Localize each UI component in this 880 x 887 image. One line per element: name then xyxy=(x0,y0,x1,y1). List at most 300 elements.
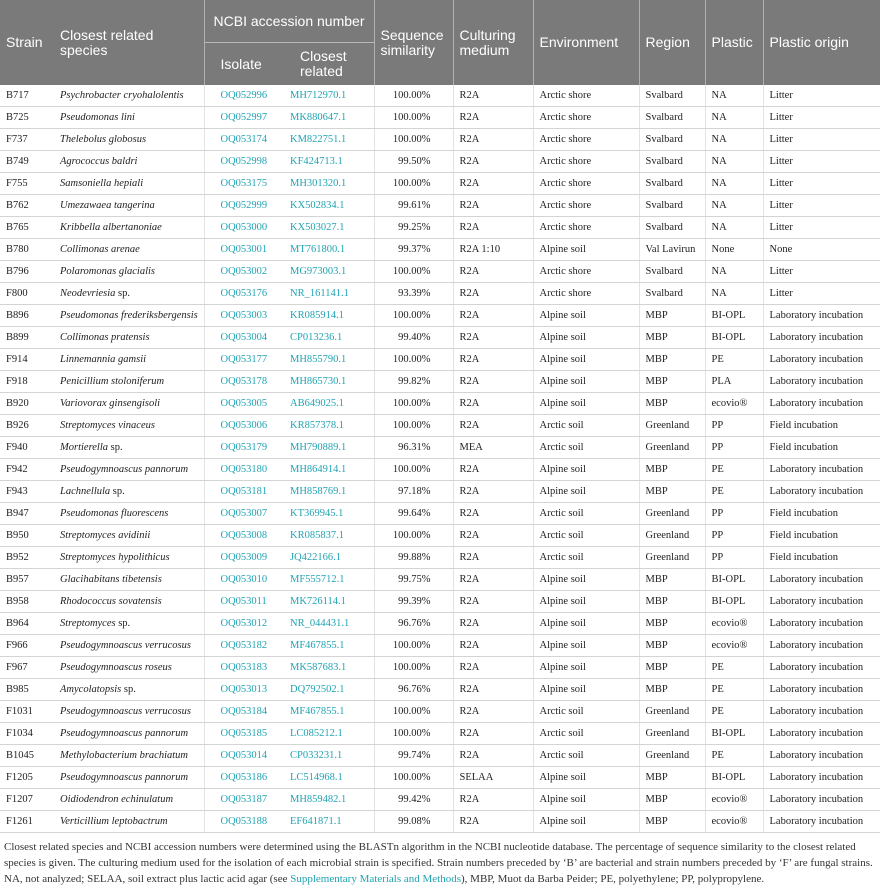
cell-strain: B899 xyxy=(0,327,54,349)
cell-region: Greenland xyxy=(639,723,705,745)
cell-origin: Laboratory incubation xyxy=(763,635,880,657)
cell-region: Svalbard xyxy=(639,85,705,107)
cell-strain: B947 xyxy=(0,503,54,525)
cell-plastic: PP xyxy=(705,547,763,569)
cell-isolate-accession[interactable]: OQ053183 xyxy=(204,657,284,679)
cell-region: MBP xyxy=(639,481,705,503)
cell-origin: Laboratory incubation xyxy=(763,371,880,393)
table-row xyxy=(0,503,880,525)
cell-strain: B762 xyxy=(0,195,54,217)
cell-medium: R2A xyxy=(453,569,533,591)
table-row xyxy=(0,613,880,635)
cell-closest-accession[interactable]: MK726114.1 xyxy=(284,591,374,613)
cell-environment: Arctic shore xyxy=(533,261,639,283)
cell-origin: Field incubation xyxy=(763,415,880,437)
cell-plastic: PE xyxy=(705,481,763,503)
cell-isolate-accession[interactable]: OQ052997 xyxy=(204,107,284,129)
table-row xyxy=(0,283,880,305)
cell-closest-accession[interactable]: MH712970.1 xyxy=(284,85,374,107)
cell-species xyxy=(54,151,204,173)
cell-environment: Alpine soil xyxy=(533,789,639,811)
cell-strain: B964 xyxy=(0,613,54,635)
cell-origin: Field incubation xyxy=(763,503,880,525)
cell-environment: Arctic shore xyxy=(533,151,639,173)
cell-origin: Laboratory incubation xyxy=(763,657,880,679)
cell-environment: Arctic soil xyxy=(533,437,639,459)
cell-isolate-accession[interactable]: OQ053014 xyxy=(204,745,284,767)
cell-medium: R2A xyxy=(453,151,533,173)
cell-strain: F966 xyxy=(0,635,54,657)
cell-species xyxy=(54,261,204,283)
cell-isolate-accession[interactable]: OQ053007 xyxy=(204,503,284,525)
cell-medium: R2A xyxy=(453,679,533,701)
cell-environment: Alpine soil xyxy=(533,393,639,415)
cell-isolate-accession[interactable]: OQ053175 xyxy=(204,173,284,195)
cell-medium: R2A xyxy=(453,657,533,679)
cell-region: MBP xyxy=(639,459,705,481)
cell-isolate-accession[interactable]: OQ053187 xyxy=(204,789,284,811)
cell-isolate-accession[interactable]: OQ053180 xyxy=(204,459,284,481)
cell-plastic: PP xyxy=(705,415,763,437)
cell-strain: F940 xyxy=(0,437,54,459)
cell-isolate-accession[interactable]: OQ053001 xyxy=(204,239,284,261)
cell-strain: B950 xyxy=(0,525,54,547)
cell-environment: Arctic soil xyxy=(533,503,639,525)
cell-plastic: PE xyxy=(705,745,763,767)
cell-medium: R2A xyxy=(453,217,533,239)
cell-region: Greenland xyxy=(639,525,705,547)
cell-origin: Laboratory incubation xyxy=(763,811,880,833)
cell-isolate-accession[interactable]: OQ053011 xyxy=(204,591,284,613)
cell-strain: B749 xyxy=(0,151,54,173)
caption-text-2: ), MBP, Muot da Barba Peider; PE, polyethylene; PP, polypropylene. xyxy=(461,873,765,885)
cell-origin: Litter xyxy=(763,195,880,217)
table-row xyxy=(0,459,880,481)
table-row xyxy=(0,635,880,657)
cell-plastic: PE xyxy=(705,701,763,723)
cell-region: Greenland xyxy=(639,437,705,459)
table-row xyxy=(0,261,880,283)
cell-isolate-accession[interactable]: OQ053179 xyxy=(204,437,284,459)
caption-text-1: Closest related species and NCBI accession numbers were determined using the BLASTn algorithm in the NCBI nucleotide database. The percentage of sequence similarity to the closest related species is given. The culturing medium used for the isolation of each microbial strain is specified. Strain numbers preceded by ‘B’ are bacterial and strain numbers preceded by ‘F’ are fungal strains. NA, not analyzed; SELAA, soil extract plus lactic acid agar (see xyxy=(4,841,873,885)
cell-similarity: 100.00% xyxy=(374,129,453,151)
cell-strain: F918 xyxy=(0,371,54,393)
cell-plastic: PE xyxy=(705,349,763,371)
cell-medium: R2A xyxy=(453,415,533,437)
cell-closest-accession[interactable]: KT369945.1 xyxy=(284,503,374,525)
cell-strain: F943 xyxy=(0,481,54,503)
cell-environment: Alpine soil xyxy=(533,635,639,657)
cell-species xyxy=(54,701,204,723)
cell-species xyxy=(54,217,204,239)
cell-closest-accession[interactable]: KM822751.1 xyxy=(284,129,374,151)
cell-plastic: NA xyxy=(705,151,763,173)
cell-closest-accession[interactable]: MG973003.1 xyxy=(284,261,374,283)
cell-similarity: 100.00% xyxy=(374,723,453,745)
cell-closest-accession[interactable]: LC514968.1 xyxy=(284,767,374,789)
cell-origin: Laboratory incubation xyxy=(763,481,880,503)
cell-closest-accession[interactable]: MT761800.1 xyxy=(284,239,374,261)
cell-species xyxy=(54,481,204,503)
cell-medium: R2A xyxy=(453,459,533,481)
cell-closest-accession[interactable]: KF424713.1 xyxy=(284,151,374,173)
cell-environment: Alpine soil xyxy=(533,613,639,635)
cell-closest-accession[interactable]: KR085837.1 xyxy=(284,525,374,547)
cell-plastic: BI-OPL xyxy=(705,767,763,789)
cell-environment: Alpine soil xyxy=(533,327,639,349)
cell-closest-accession[interactable]: KR857378.1 xyxy=(284,415,374,437)
cell-medium: R2A xyxy=(453,547,533,569)
cell-similarity: 96.76% xyxy=(374,613,453,635)
cell-region: MBP xyxy=(639,393,705,415)
species-name: Samsoniella hepiali xyxy=(60,178,144,189)
header-medium: Culturing medium xyxy=(453,0,533,85)
cell-closest-accession[interactable]: NR_161141.1 xyxy=(284,283,374,305)
table-row xyxy=(0,305,880,327)
cell-similarity: 100.00% xyxy=(374,261,453,283)
cell-species xyxy=(54,635,204,657)
cell-isolate-accession[interactable]: OQ052998 xyxy=(204,151,284,173)
supplementary-link[interactable]: Supplementary Materials and Methods xyxy=(290,873,461,885)
species-sp-suffix: sp. xyxy=(121,684,136,695)
cell-similarity: 97.18% xyxy=(374,481,453,503)
cell-plastic: BI-OPL xyxy=(705,591,763,613)
cell-isolate-accession[interactable]: OQ053185 xyxy=(204,723,284,745)
cell-environment: Alpine soil xyxy=(533,305,639,327)
species-name: Polaromonas glacialis xyxy=(60,266,155,277)
cell-closest-accession[interactable]: MH790889.1 xyxy=(284,437,374,459)
cell-environment: Alpine soil xyxy=(533,811,639,833)
cell-isolate-accession[interactable]: OQ053184 xyxy=(204,701,284,723)
cell-similarity: 99.37% xyxy=(374,239,453,261)
cell-region: Svalbard xyxy=(639,195,705,217)
cell-closest-accession[interactable]: MF467855.1 xyxy=(284,701,374,723)
cell-closest-accession[interactable]: KR085914.1 xyxy=(284,305,374,327)
species-name: Verticillium leptobactrum xyxy=(60,816,168,827)
cell-isolate-accession[interactable]: OQ052996 xyxy=(204,85,284,107)
cell-origin: None xyxy=(763,239,880,261)
cell-isolate-accession[interactable]: OQ053005 xyxy=(204,393,284,415)
cell-isolate-accession[interactable]: OQ053181 xyxy=(204,481,284,503)
cell-similarity: 100.00% xyxy=(374,459,453,481)
cell-isolate-accession[interactable]: OQ053002 xyxy=(204,261,284,283)
table-row xyxy=(0,789,880,811)
table-row xyxy=(0,723,880,745)
cell-closest-accession[interactable]: MH855790.1 xyxy=(284,349,374,371)
table-row xyxy=(0,393,880,415)
cell-medium: R2A xyxy=(453,261,533,283)
species-name: Pseudomonas lini xyxy=(60,112,135,123)
table-row xyxy=(0,239,880,261)
cell-origin: Laboratory incubation xyxy=(763,569,880,591)
cell-closest-accession[interactable]: MH858769.1 xyxy=(284,481,374,503)
cell-medium: R2A xyxy=(453,283,533,305)
cell-plastic: NA xyxy=(705,107,763,129)
cell-isolate-accession[interactable]: OQ052999 xyxy=(204,195,284,217)
table-row xyxy=(0,437,880,459)
cell-closest-accession[interactable]: KX503027.1 xyxy=(284,217,374,239)
cell-isolate-accession[interactable]: OQ053178 xyxy=(204,371,284,393)
cell-similarity: 100.00% xyxy=(374,657,453,679)
cell-region: Svalbard xyxy=(639,217,705,239)
cell-isolate-accession[interactable]: OQ053008 xyxy=(204,525,284,547)
cell-closest-accession[interactable]: MF555712.1 xyxy=(284,569,374,591)
cell-region: Svalbard xyxy=(639,261,705,283)
cell-isolate-accession[interactable]: OQ053004 xyxy=(204,327,284,349)
cell-origin: Field incubation xyxy=(763,437,880,459)
cell-similarity: 99.61% xyxy=(374,195,453,217)
cell-isolate-accession[interactable]: OQ053182 xyxy=(204,635,284,657)
cell-region: Svalbard xyxy=(639,283,705,305)
header-strain: Strain xyxy=(0,0,54,85)
cell-environment: Alpine soil xyxy=(533,371,639,393)
cell-similarity: 96.31% xyxy=(374,437,453,459)
cell-environment: Alpine soil xyxy=(533,679,639,701)
species-name: Amycolatopsis xyxy=(60,684,122,695)
cell-strain: F755 xyxy=(0,173,54,195)
cell-similarity: 100.00% xyxy=(374,393,453,415)
cell-plastic: PP xyxy=(705,503,763,525)
cell-plastic: BI-OPL xyxy=(705,569,763,591)
cell-similarity: 100.00% xyxy=(374,349,453,371)
cell-species xyxy=(54,811,204,833)
cell-region: MBP xyxy=(639,591,705,613)
species-name: Pseudogymnoascus roseus xyxy=(60,662,172,673)
species-name: Mortierella xyxy=(60,442,109,453)
cell-isolate-accession[interactable]: OQ053009 xyxy=(204,547,284,569)
cell-similarity: 93.39% xyxy=(374,283,453,305)
table-row xyxy=(0,745,880,767)
cell-environment: Arctic soil xyxy=(533,723,639,745)
cell-plastic: PLA xyxy=(705,371,763,393)
cell-medium: R2A xyxy=(453,635,533,657)
species-name: Lachnellula xyxy=(60,486,111,497)
cell-origin: Litter xyxy=(763,261,880,283)
table-row xyxy=(0,415,880,437)
cell-closest-accession[interactable]: MK587683.1 xyxy=(284,657,374,679)
cell-medium: R2A xyxy=(453,393,533,415)
cell-strain: F1034 xyxy=(0,723,54,745)
cell-species xyxy=(54,173,204,195)
cell-similarity: 100.00% xyxy=(374,85,453,107)
cell-origin: Laboratory incubation xyxy=(763,327,880,349)
cell-isolate-accession[interactable]: OQ053177 xyxy=(204,349,284,371)
cell-closest-accession[interactable]: MH864914.1 xyxy=(284,459,374,481)
cell-medium: R2A xyxy=(453,371,533,393)
cell-species xyxy=(54,371,204,393)
cell-strain: B796 xyxy=(0,261,54,283)
cell-region: MBP xyxy=(639,679,705,701)
cell-environment: Alpine soil xyxy=(533,459,639,481)
cell-similarity: 99.25% xyxy=(374,217,453,239)
cell-medium: R2A xyxy=(453,525,533,547)
cell-similarity: 96.76% xyxy=(374,679,453,701)
cell-similarity: 99.08% xyxy=(374,811,453,833)
cell-strain: F737 xyxy=(0,129,54,151)
cell-strain: F1031 xyxy=(0,701,54,723)
species-sp-suffix: sp. xyxy=(108,442,123,453)
cell-isolate-accession[interactable]: OQ053003 xyxy=(204,305,284,327)
cell-isolate-accession[interactable]: OQ053013 xyxy=(204,679,284,701)
cell-plastic: BI-OPL xyxy=(705,327,763,349)
cell-closest-accession[interactable]: CP013236.1 xyxy=(284,327,374,349)
cell-plastic: PE xyxy=(705,459,763,481)
cell-environment: Arctic shore xyxy=(533,217,639,239)
cell-closest-accession[interactable]: MH859482.1 xyxy=(284,789,374,811)
cell-closest-accession[interactable]: NR_044431.1 xyxy=(284,613,374,635)
header-environment: Environment xyxy=(533,0,639,85)
cell-plastic: BI-OPL xyxy=(705,305,763,327)
species-name: Thelebolus globosus xyxy=(60,134,147,145)
cell-closest-accession[interactable]: MH301320.1 xyxy=(284,173,374,195)
cell-species xyxy=(54,767,204,789)
cell-medium: R2A xyxy=(453,85,533,107)
cell-environment: Alpine soil xyxy=(533,349,639,371)
cell-isolate-accession[interactable]: OQ053006 xyxy=(204,415,284,437)
cell-region: Greenland xyxy=(639,503,705,525)
cell-species xyxy=(54,591,204,613)
table-row xyxy=(0,195,880,217)
cell-region: MBP xyxy=(639,371,705,393)
cell-similarity: 99.64% xyxy=(374,503,453,525)
species-name: Streptomyces avidinii xyxy=(60,530,151,541)
cell-strain: B985 xyxy=(0,679,54,701)
cell-plastic: ecovio® xyxy=(705,635,763,657)
cell-isolate-accession[interactable]: OQ053186 xyxy=(204,767,284,789)
species-name: Collimonas pratensis xyxy=(60,332,150,343)
cell-isolate-accession[interactable]: OQ053000 xyxy=(204,217,284,239)
cell-species xyxy=(54,789,204,811)
cell-closest-accession[interactable]: KX502834.1 xyxy=(284,195,374,217)
cell-origin: Field incubation xyxy=(763,525,880,547)
cell-closest-accession[interactable]: MK880647.1 xyxy=(284,107,374,129)
cell-region: MBP xyxy=(639,305,705,327)
cell-species xyxy=(54,327,204,349)
cell-strain: B920 xyxy=(0,393,54,415)
cell-region: MBP xyxy=(639,811,705,833)
species-name: Streptomyces hypolithicus xyxy=(60,552,170,563)
species-sp-suffix: sp. xyxy=(110,486,125,497)
cell-environment: Arctic shore xyxy=(533,85,639,107)
cell-environment: Alpine soil xyxy=(533,767,639,789)
table-row xyxy=(0,151,880,173)
table-row xyxy=(0,679,880,701)
cell-species xyxy=(54,393,204,415)
cell-medium: MEA xyxy=(453,437,533,459)
cell-plastic: PE xyxy=(705,679,763,701)
cell-origin: Laboratory incubation xyxy=(763,305,880,327)
cell-similarity: 99.74% xyxy=(374,745,453,767)
table-row xyxy=(0,525,880,547)
table-body xyxy=(0,85,880,833)
cell-plastic: PP xyxy=(705,525,763,547)
cell-species xyxy=(54,657,204,679)
cell-environment: Arctic shore xyxy=(533,195,639,217)
cell-similarity: 99.39% xyxy=(374,591,453,613)
cell-closest-accession[interactable]: EF641871.1 xyxy=(284,811,374,833)
cell-strain: B952 xyxy=(0,547,54,569)
cell-plastic: ecovio® xyxy=(705,393,763,415)
cell-closest-accession[interactable]: JQ422166.1 xyxy=(284,547,374,569)
cell-medium: R2A xyxy=(453,173,533,195)
species-name: Umezawaea tangerina xyxy=(60,200,155,211)
cell-environment: Alpine soil xyxy=(533,591,639,613)
cell-species xyxy=(54,723,204,745)
table-row xyxy=(0,371,880,393)
cell-similarity: 100.00% xyxy=(374,701,453,723)
cell-similarity: 100.00% xyxy=(374,525,453,547)
cell-species xyxy=(54,569,204,591)
cell-region: Greenland xyxy=(639,745,705,767)
cell-origin: Litter xyxy=(763,151,880,173)
cell-species xyxy=(54,107,204,129)
cell-similarity: 100.00% xyxy=(374,635,453,657)
cell-origin: Litter xyxy=(763,85,880,107)
cell-region: MBP xyxy=(639,767,705,789)
species-name: Penicillium stoloniferum xyxy=(60,376,165,387)
cell-origin: Litter xyxy=(763,129,880,151)
species-name: Pseudomonas fluorescens xyxy=(60,508,169,519)
cell-region: MBP xyxy=(639,635,705,657)
table-row xyxy=(0,547,880,569)
cell-closest-accession[interactable]: AB649025.1 xyxy=(284,393,374,415)
cell-isolate-accession[interactable]: OQ053010 xyxy=(204,569,284,591)
cell-closest-accession[interactable]: MF467855.1 xyxy=(284,635,374,657)
cell-isolate-accession[interactable]: OQ053174 xyxy=(204,129,284,151)
cell-plastic: NA xyxy=(705,85,763,107)
species-name: Pseudogymnoascus pannorum xyxy=(60,464,189,475)
cell-similarity: 99.50% xyxy=(374,151,453,173)
cell-closest-accession[interactable]: MH865730.1 xyxy=(284,371,374,393)
cell-region: MBP xyxy=(639,327,705,349)
cell-environment: Alpine soil xyxy=(533,569,639,591)
table-row xyxy=(0,217,880,239)
cell-closest-accession[interactable]: DQ792502.1 xyxy=(284,679,374,701)
cell-medium: R2A xyxy=(453,195,533,217)
cell-origin: Laboratory incubation xyxy=(763,745,880,767)
cell-environment: Arctic soil xyxy=(533,745,639,767)
cell-strain: B957 xyxy=(0,569,54,591)
cell-origin: Field incubation xyxy=(763,547,880,569)
cell-origin: Laboratory incubation xyxy=(763,349,880,371)
cell-medium: R2A xyxy=(453,701,533,723)
cell-origin: Laboratory incubation xyxy=(763,789,880,811)
species-name: Pseudogymnoascus verrucosus xyxy=(60,640,191,651)
cell-similarity: 99.82% xyxy=(374,371,453,393)
species-name: Pseudogymnoascus pannorum xyxy=(60,728,189,739)
species-name: Kribbella albertanoniae xyxy=(60,222,162,233)
cell-environment: Alpine soil xyxy=(533,239,639,261)
table-row xyxy=(0,569,880,591)
cell-environment: Arctic shore xyxy=(533,107,639,129)
cell-closest-accession[interactable]: LC085212.1 xyxy=(284,723,374,745)
cell-closest-accession[interactable]: CP033231.1 xyxy=(284,745,374,767)
cell-isolate-accession[interactable]: OQ053176 xyxy=(204,283,284,305)
cell-similarity: 100.00% xyxy=(374,305,453,327)
cell-region: Val Lavirun xyxy=(639,239,705,261)
cell-similarity: 99.40% xyxy=(374,327,453,349)
cell-isolate-accession[interactable]: OQ053012 xyxy=(204,613,284,635)
cell-medium: R2A xyxy=(453,591,533,613)
cell-species xyxy=(54,547,204,569)
cell-origin: Laboratory incubation xyxy=(763,613,880,635)
cell-origin: Laboratory incubation xyxy=(763,591,880,613)
cell-plastic: ecovio® xyxy=(705,811,763,833)
cell-isolate-accession[interactable]: OQ053188 xyxy=(204,811,284,833)
cell-origin: Laboratory incubation xyxy=(763,701,880,723)
cell-medium: R2A xyxy=(453,129,533,151)
cell-region: MBP xyxy=(639,789,705,811)
